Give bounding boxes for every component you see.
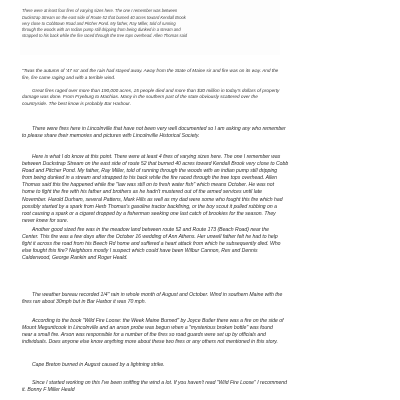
quote-line: countryside. The best know is probably Bar Harbour. (22, 100, 131, 106)
article-line: root causing a spark or a cigaret dropped by a fisherman seeking one last catch of brookies for the season. They (22, 210, 276, 217)
article-paragraph-3 (22, 227, 386, 262)
excerpt-line: Duckstrap Stream on the east side of Route 52 that burned 40 acres toward Kendall Brook (22, 14, 186, 20)
article-line: near a small fire. Arson was responsible for a number of the fires so road guards were set up by officials and (22, 332, 266, 339)
article-paragraph-4 (22, 292, 386, 306)
article-paragraph-2 (22, 154, 386, 225)
article-line: between Duckstrap Stream on the east side of route 52 that burned 40 acres toward Kendall Brook very close to Cobb (22, 161, 289, 168)
article-line: Road and Pitcher Pond. My father, Ray Miller, told of running through the woods with an indian pump still dripping (22, 168, 278, 175)
article-line: Cape Breton burned in August caused by a lightning strike. (32, 362, 165, 368)
article-line: Another good sized fire was in the meadow land between route 52 and Route 173 (Beach Road) near the (32, 227, 270, 233)
article-line: never knew for sure. (22, 217, 69, 224)
article-paragraph-6 (22, 362, 386, 369)
article-line: There were fires here in Lincolnville that have not been very well documented so I am asking any who remember (32, 126, 286, 132)
quote-line: fire, fire came raging and with a terrible wind. (22, 74, 116, 80)
excerpt-line: strapped to his back while the fire raced through the tree tops overhead. Allen Thomas said (22, 33, 188, 39)
article-line: to please share their memories and pictures with Lincolnville Historical Society. (22, 133, 200, 140)
excerpt-line: There were at least four fires of varying sizes here. The one I remember was between (22, 8, 178, 14)
article-line: from being dunked in a stream and strapped to his back while the fire raced through the tree tops overhead. Allen (22, 175, 277, 182)
article-line: possibly started by a spark from Herb Thomas's gasoline tractor backfiring, or the boy scout it pulled rubbing on a (22, 203, 277, 210)
article-line: it. Bonny F Miller Heald (22, 387, 75, 394)
article-paragraph-1 (22, 126, 386, 140)
article-line: fires ran about 30mph but in Bar Harbor it was 70 mph. (22, 299, 147, 306)
excerpt-line: through the woods with an Indian pump still dripping from being dunked in a stream and (22, 27, 181, 33)
article-line: Center. This fire was a few days after the October 16 wedding of Ann Athens. Her unwell father felt he had to help (22, 234, 278, 241)
article-line: individuals. Does anyone else know anything more about these two fires or any others not mentioned in this story. (22, 339, 278, 346)
article-line: According to the book "Wild Fire Loose: the Week Maine Burned" by Joyce Butler there was a fire on the side of (32, 318, 284, 324)
article-line: The weather bureau recorded 1/4" rain in whole month of August and October. Wind in southern Maine with the (32, 292, 283, 298)
excerpt-block (22, 0, 386, 39)
article-line: fight it across the road from his Beech Rd home and suffered a heart attack from which he subsequently died. Who (22, 241, 281, 248)
article-line: Calderwood, George Rankin and Roger Heald. (22, 255, 128, 262)
article-line: Mount Megunticook in Lincolnville and an arson probe was begun when a "mysterious broken bottle" was found (22, 325, 273, 332)
article-paragraph-7 (22, 380, 386, 394)
excerpt-line: very close to Cobbtown Road and Pitcher Pond. My father, Ray Miller, told of running (22, 20, 176, 26)
quote-line (22, 81, 386, 88)
article-line: Thomas said this fire happened while the "law was still on to fresh water fish" which means October. He was not (22, 182, 275, 189)
article-paragraph-5 (22, 318, 386, 346)
article-line: November. Harold Durham, several Pattens, Mark Hills as well as my dad were some who fought this fire which had (22, 196, 283, 203)
quote-line: "Twas the autumn of '47 so' and the rain had stayed away. Away from the State of Maine sir and fire was on its way. And the (22, 68, 279, 73)
article-line: Here is what I do know at this point. There were at least 4 fires of varying sizes here. The one I remember was (32, 154, 281, 160)
quote-line: Great fires raged over more than 190,000 acres, 15 people died and more than $30 million in today's dollars of property (32, 87, 280, 93)
quote-line: damage was done. From Fryeburg to Machias. Many in the southern part of the state obviously scattered over the (22, 94, 258, 100)
article-line: Since I started working on this I've been sniffing the wind a lot. If you haven't read "Wild Fire Loose" I recommend (32, 380, 287, 386)
article-line: else fought this fire? Neighbors mostly I suspect which could have been Wilbur Cannon, Rex and Dennis (22, 248, 258, 255)
quote-block (22, 68, 386, 108)
article-line: home to fight the fire with his father and brothers as he hadn't mustered out of the armed services until late (22, 189, 262, 196)
